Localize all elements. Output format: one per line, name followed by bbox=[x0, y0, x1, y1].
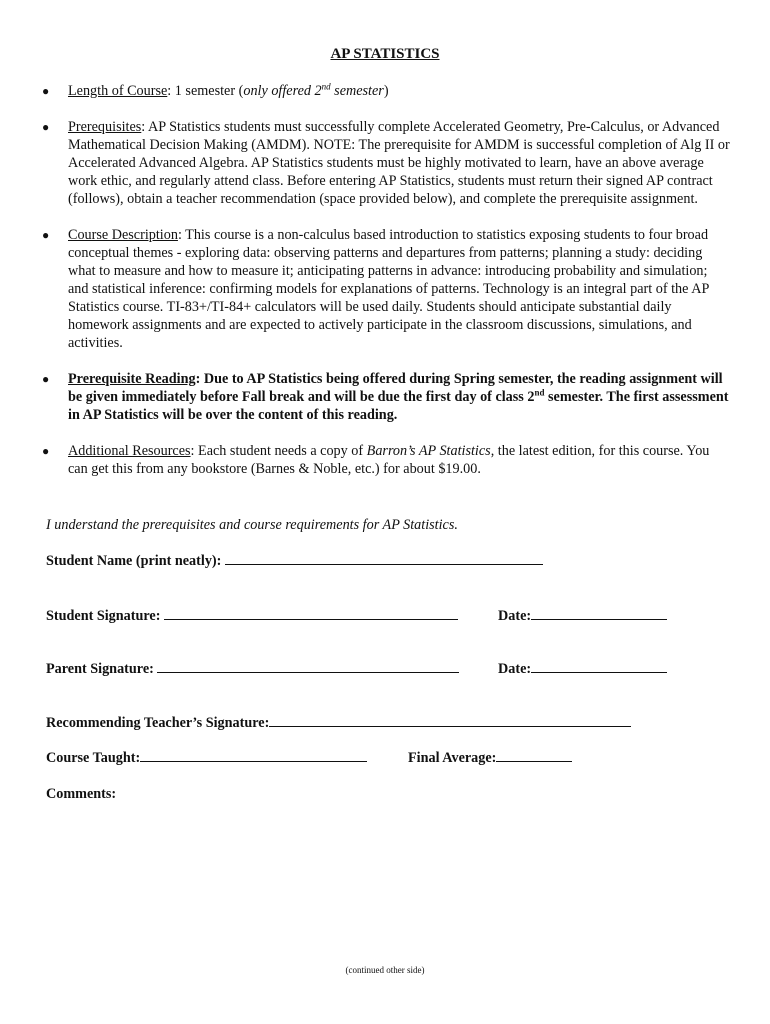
length-italic-end: semester bbox=[330, 83, 384, 99]
course-taught-field[interactable] bbox=[140, 749, 367, 762]
list-item-additional-resources bbox=[40, 442, 730, 478]
bullet-icon: ● bbox=[42, 228, 50, 242]
prerequisite-reading-label: Prerequisite Reading bbox=[68, 371, 196, 387]
parent-date-row bbox=[498, 660, 667, 678]
list-item-course-description bbox=[40, 226, 730, 352]
bullet-icon: ● bbox=[42, 372, 50, 386]
course-description-text: : This course is a non-calculus based introduction to statistics exposing students to four broad conceptual themes - exploring data: observing patterns and departures from patterns; planning a study: deciding what to measure and how to measure it; anticipating patterns in advance: introducing probability and simulation; and statistical inference: confirming models for explanations of patterns. Technology is an integral part of the AP Statistics course. TI-83+/TI-84+ calculators will be used daily. Students should anticipate substantial daily homework assignments and are expected to actively participate in the classroom discussions, simulations, and activities. bbox=[68, 227, 709, 351]
additional-resources-text-end: , the latest edition, for this course. You can get this from any bookstore (Barnes & Noble, etc.) for about $19.00. bbox=[68, 443, 710, 477]
prerequisite-reading-text: : Due to AP Statistics being offered during Spring semester, the reading assignment will be given immediately before Fall break and will be due the first day of class 2 bbox=[68, 371, 723, 405]
prerequisites-label: Prerequisites bbox=[68, 119, 142, 135]
additional-resources-label: Additional Resources bbox=[68, 443, 191, 459]
bullet-icon: ● bbox=[42, 84, 50, 98]
student-signature-row bbox=[46, 607, 458, 625]
additional-resources-text: : Each student needs a copy of bbox=[190, 443, 367, 459]
student-signature-field[interactable] bbox=[164, 607, 458, 620]
acknowledgement-statement: I understand the prerequisites and course requirements for AP Statistics. bbox=[46, 517, 458, 533]
student-name-row bbox=[46, 552, 543, 570]
student-name-label: Student Name (print neatly): bbox=[46, 553, 225, 569]
length-superscript: nd bbox=[321, 81, 331, 92]
length-italic: only offered 2 bbox=[243, 83, 322, 99]
course-taught-label: Course Taught: bbox=[46, 750, 141, 766]
length-text: : 1 semester ( bbox=[167, 83, 244, 99]
course-description-label: Course Description bbox=[68, 227, 178, 243]
comments-label: Comments: bbox=[46, 786, 117, 802]
teacher-signature-label: Recommending Teacher’s Signature: bbox=[46, 715, 270, 731]
length-label: Length of Course bbox=[68, 83, 168, 99]
teacher-signature-field[interactable] bbox=[269, 714, 631, 727]
bullet-icon: ● bbox=[42, 444, 50, 458]
reading-superscript: nd bbox=[534, 387, 545, 398]
parent-date-field[interactable] bbox=[531, 660, 667, 673]
student-name-field[interactable] bbox=[225, 552, 543, 565]
student-date-field[interactable] bbox=[531, 607, 667, 620]
final-average-label: Final Average: bbox=[408, 750, 497, 766]
final-average-field[interactable] bbox=[496, 749, 572, 762]
teacher-signature-row bbox=[46, 714, 631, 732]
page-footer: (continued other side) bbox=[345, 965, 425, 975]
list-item-length bbox=[40, 82, 730, 100]
student-signature-label: Student Signature: bbox=[46, 608, 164, 624]
requirements-list bbox=[40, 82, 730, 496]
parent-date-label: Date: bbox=[498, 661, 532, 677]
bullet-icon: ● bbox=[42, 120, 50, 134]
list-item-prerequisites bbox=[40, 118, 730, 208]
length-close: ) bbox=[383, 83, 389, 99]
prerequisite-reading-text-end: semester. The first assessment in AP Statistics will be over the content of this reading. bbox=[68, 389, 729, 423]
student-date-row bbox=[498, 607, 667, 625]
book-title: Barron’s AP Statistics bbox=[366, 443, 491, 459]
parent-signature-field[interactable] bbox=[157, 660, 459, 673]
prerequisites-text: : AP Statistics students must successfully complete Accelerated Geometry, Pre-Calculus, or Advanced Mathematical Decision Making (AMDM). NOTE: The prerequisite for AMDM is successful completion of Alg II or Accelerated Advanced Algebra. AP Statistics students must be highly motivated to learn, have an above average work ethic, and regularly attend class. Before entering AP Statistics, students must return their signed AP contract (follows), obtain a teacher recommendation (space provided below), and complete the prerequisite assignment. bbox=[68, 119, 730, 207]
course-taught-row bbox=[46, 749, 367, 767]
student-date-label: Date: bbox=[498, 608, 532, 624]
final-average-row bbox=[408, 749, 572, 767]
page-title: AP STATISTICS bbox=[330, 46, 440, 62]
parent-signature-row bbox=[46, 660, 459, 678]
parent-signature-label: Parent Signature: bbox=[46, 661, 158, 677]
list-item-prerequisite-reading bbox=[40, 370, 730, 424]
